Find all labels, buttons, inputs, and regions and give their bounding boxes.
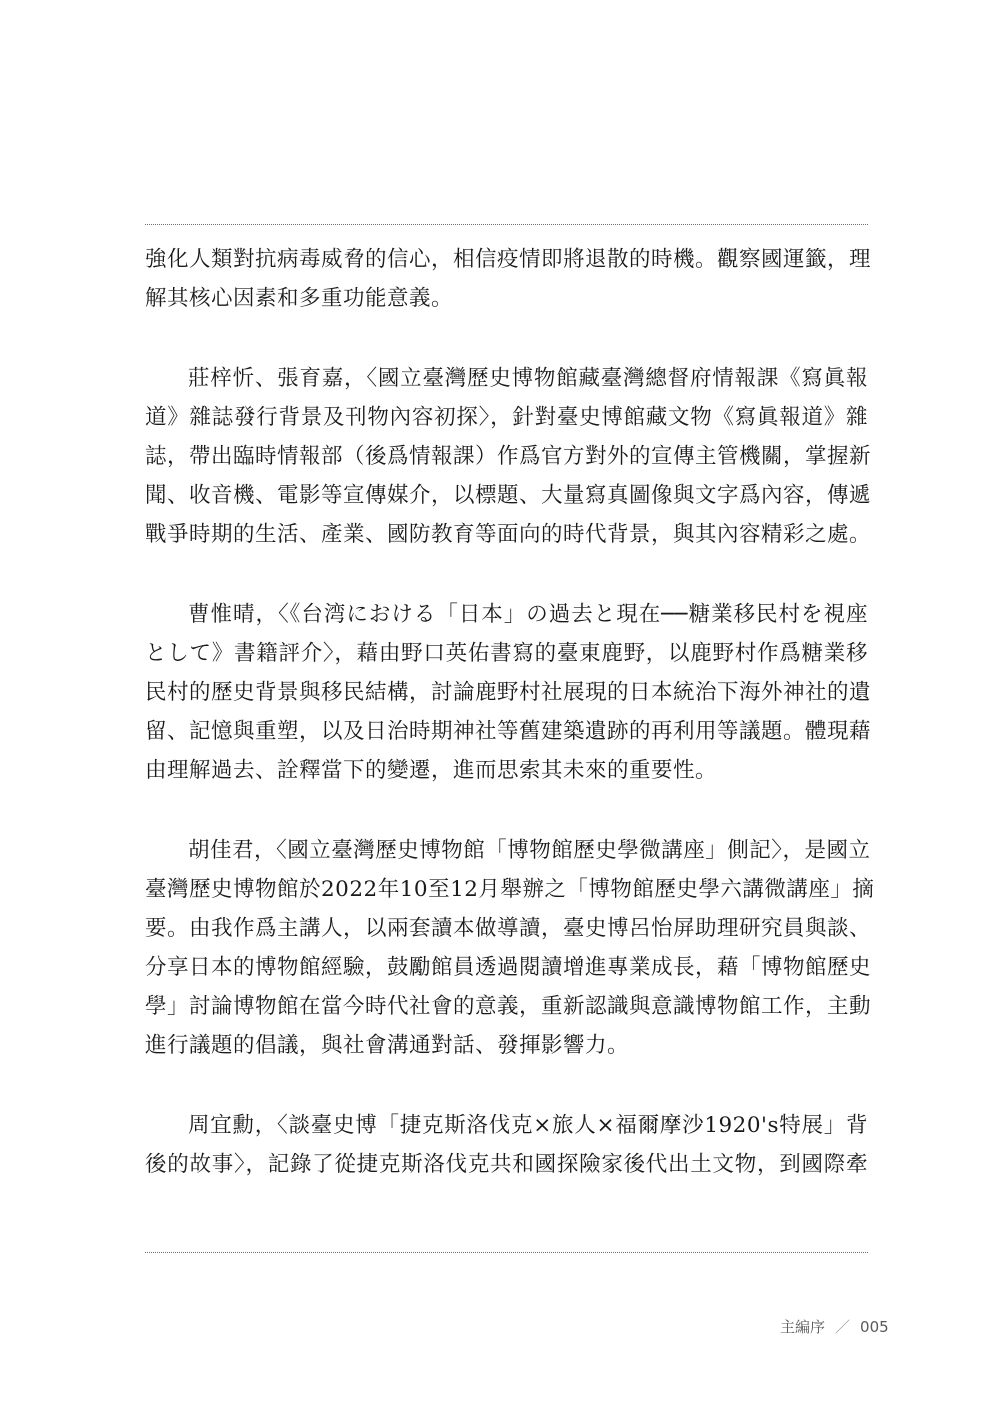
paragraph-1: [145, 240, 872, 318]
text-line: 學」討論博物館在當今時代社會的意義，重新認識與意識博物館工作，主動: [145, 994, 872, 1019]
text-line: 道》雜誌發行背景及刊物內容初探〉，針對臺史博館藏文物《寫眞報道》雜: [145, 405, 868, 430]
text-line: 臺灣歷史博物館於2022年10至12月舉辦之「博物館歷史學六講微講座」摘: [145, 877, 875, 902]
text-line: 曹惟晴，〈《台湾における「日本」の過去と現在──糖業移民村を視座: [188, 602, 868, 627]
page-number: 005: [860, 1318, 889, 1336]
text-line: 誌，帶出臨時情報部（後爲情報課）作爲官方對外的宣傳主管機關，掌握新: [145, 444, 872, 469]
paragraph-4: [145, 831, 875, 1065]
text-line: 戰爭時期的生活、產業、國防教育等面向的時代背景，與其內容精彩之處。: [145, 522, 872, 547]
text-line: 後的故事〉，記錄了從捷克斯洛伐克共和國探險家後代出土文物，到國際牽: [145, 1152, 868, 1177]
paragraph-3: [145, 595, 872, 790]
text-line: 要。由我作爲主講人，以兩套讀本做導讀，臺史博呂怡屏助理研究員與談、: [145, 916, 872, 941]
footer-separator: ／: [835, 1318, 851, 1336]
text-line: 胡佳君，〈國立臺灣歷史博物館「博物館歷史學微講座」側記〉，是國立: [188, 838, 871, 863]
paragraph-2: [145, 359, 872, 554]
bottom-dotted-rule: [145, 1252, 868, 1253]
text-line: 進行議題的倡議，與社會溝通對話、發揮影響力。: [145, 1033, 630, 1058]
text-line: 民村的歷史背景與移民結構，討論鹿野村社展現的日本統治下海外神社的遺: [145, 680, 872, 705]
paragraph-5: [145, 1106, 868, 1184]
text-line: 留、記憶與重塑，以及日治時期神社等舊建築遺跡的再利用等議題。體現藉: [145, 719, 872, 744]
text-line: 聞、收音機、電影等宣傳媒介，以標題、大量寫真圖像與文字爲內容，傳遞: [145, 483, 872, 508]
text-line: 強化人類對抗病毒威脅的信心，相信疫情即將退散的時機。觀察國運籤，理: [145, 247, 872, 272]
text-line: 解其核心因素和多重功能意義。: [145, 286, 454, 311]
body-text: [145, 240, 875, 1184]
section-title: 主編序: [780, 1318, 826, 1336]
text-line: 周宜勳，〈談臺史博「捷克斯洛伐克×旅人×福爾摩沙1920's特展」背: [188, 1113, 868, 1138]
text-line: 分享日本的博物館經驗，鼓勵館員透過閱讀增進專業成長，藉「博物館歷史: [145, 955, 872, 980]
text-line: 莊梓忻、張育嘉，〈國立臺灣歷史博物館藏臺灣總督府情報課《寫眞報: [188, 366, 868, 391]
text-line: 由理解過去、詮釋當下的變遷，進而思索其未來的重要性。: [145, 758, 718, 783]
page-footer: [780, 1316, 910, 1337]
top-dotted-rule: [145, 224, 868, 225]
text-line: として》書籍評介〉，藉由野口英佑書寫的臺東鹿野，以鹿野村作爲糖業移: [145, 641, 868, 666]
